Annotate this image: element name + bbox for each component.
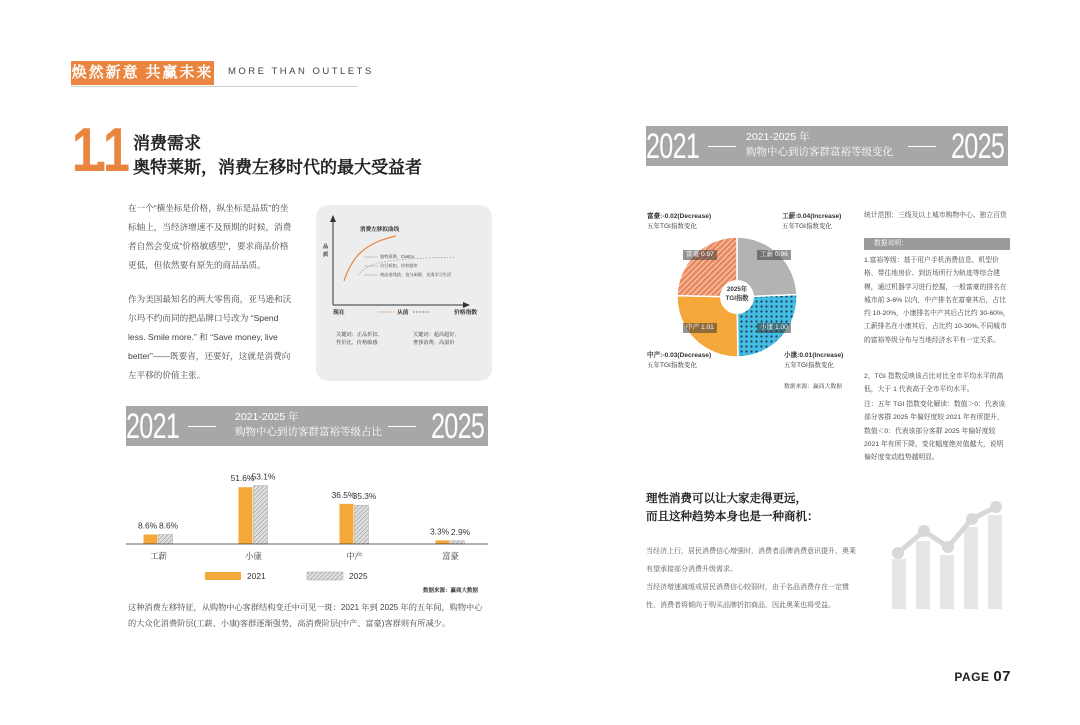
pie-callout-rich — [647, 212, 711, 232]
stat-scope: 统计范围：三线及以上城市购物中心、独立百货 — [864, 212, 1007, 219]
pie-center-label: 2025年 TGI指数 — [725, 286, 749, 302]
closing-paragraph-2: 当经济增速减缓或居民消费信心较弱时，由于名品消费存在一定惯性，消费者将倾向于购买品牌折扣商品，因此奥莱也将受益。 — [646, 584, 849, 609]
bar-工薪-2025 — [159, 535, 173, 544]
closing-heading-2: 而且这种趋势本身也是一种商机： — [646, 511, 819, 523]
tier-ratio-bar-chart — [126, 462, 488, 592]
callout-sub: 五年TGI指数变化 — [782, 223, 832, 230]
x-axis-label: 价格指数 — [454, 310, 478, 316]
data-note-2: 2、TGI 指数反映该占比对比全市平均水平的高低，大于 1 代表高于全市平均水平。 — [864, 373, 1004, 394]
header-divider — [71, 86, 358, 87]
section-number: 1.1 — [72, 116, 126, 185]
callout-sub: 五年TGI指数变化 — [647, 223, 697, 230]
bar-category-label: 工薪 — [150, 551, 167, 561]
data-note-1: 1.富裕等级：基于用户手机消费信息、机型价格、带往地房价、到访场所行为轨迹等综合建模，通过机器学习进行挖掘，一般富豪的排名在城市前 3-6% 以内，中产排名在富豪其后，占比约 10-20%，小康排名中产其后占比约 30-60%，工薪排名在小康其后，占比约 10-30%,不同城市的富裕等级分布与当地经济水平有一定关系。 — [864, 257, 1010, 344]
banner-rule — [388, 426, 416, 427]
bar-富豪-2021 — [436, 540, 450, 544]
bar-中产-2025 — [355, 505, 369, 544]
banner-year-end: 2025 — [431, 407, 485, 446]
brand-label: 焕然新意 共赢未来 — [71, 61, 214, 85]
bar-中产-2021 — [340, 504, 354, 544]
data-notes-heading: 数据说明： — [864, 238, 1010, 250]
page-number — [954, 668, 1011, 685]
callout-head: 小康:0.01(Increase) — [784, 352, 844, 359]
callout-sub: 五年TGI指数变化 — [647, 362, 697, 369]
bar-chart-source: 数据来源：赢商大数据 — [423, 588, 479, 594]
page-label: PAGE — [954, 670, 990, 684]
keywords-right: 关键词：超高超好、 奢侈消费、高溢价 — [413, 332, 460, 346]
bar-value-label: 8.6% — [158, 520, 179, 531]
bar-富豪-2025 — [451, 541, 465, 544]
banner-line-1: 2021-2025 年 — [235, 411, 299, 423]
consumption-shift-card — [316, 205, 492, 381]
bar-value-label: 8.6% — [137, 520, 158, 531]
bar-category-label: 中产 — [346, 551, 363, 561]
brand-tagline: MORE THAN OUTLETS — [228, 66, 374, 77]
quality-axis-label: 品质 — [323, 244, 329, 258]
bar-category-label: 小康 — [245, 551, 262, 561]
pie-slice-label: 工薪 0.96 — [757, 250, 791, 260]
section-title: 消费需求 — [133, 134, 201, 153]
legend-swatch-2025 — [307, 572, 343, 580]
callout-head: 中产:-0.03(Decrease) — [647, 352, 712, 359]
x-label-before: 从前 — [397, 310, 409, 316]
curve-legend-1: 奥特莱斯、Costco — [380, 254, 414, 259]
bar-category-label: 富豪 — [442, 551, 459, 561]
pie-slice-label: 中产 1.01 — [683, 323, 717, 333]
pie-callout-middle — [647, 351, 711, 371]
legend-label-2025: 2025 — [349, 571, 368, 581]
banner-line-2: 购物中心到访客群富裕等级变化 — [746, 146, 893, 158]
pie-slice-label: 富豪 0.97 — [683, 250, 717, 260]
intro-paragraph-1: 在一个“横坐标是价格，纵坐标是品质”的坐标轴上，当经济增速不及预期的时候，消费者自然会变成“价格敏感型”，要求商品价格更低，但依然要有原先的商品品质。 — [128, 203, 292, 270]
pie-chart-source: 数据来源：赢商大数据 — [784, 384, 842, 390]
closing-paragraph-1: 当经济上行，居民消费信心增强时，消费者品牌消费意识提升，奥莱有望承接部分消费升级需求。 — [646, 548, 856, 573]
x-label-now: 现在 — [333, 310, 345, 316]
banner-year-start: 2021 — [646, 127, 700, 166]
curve-legend-3: 商品金钱淡、直与闲联、光清学习生活 — [380, 272, 452, 277]
banner-rule — [908, 146, 936, 147]
callout-head: 富豪:-0.02(Decrease) — [647, 213, 712, 220]
bar-value-label: 35.3% — [352, 491, 377, 502]
pie-slice-label: 小康 1.00 — [757, 323, 791, 333]
banner-line-2: 购物中心到访客群富裕等级占比 — [235, 426, 382, 438]
page-number-value: 07 — [993, 668, 1011, 685]
ratio-banner — [126, 406, 488, 446]
bar-value-label: 36.5% — [331, 489, 356, 500]
keywords-left: 关键词：正品折扣、 性价比、价格敏感 — [336, 332, 383, 346]
bar-value-label: 3.3% — [429, 526, 450, 537]
callout-sub: 五年TGI指数变化 — [784, 362, 834, 369]
closing-heading-1: 理性消费可以让大家走得更远， — [646, 493, 807, 505]
pie-callout-worker — [782, 212, 841, 232]
analytics-chart-icon — [888, 497, 1012, 617]
banner-rule — [188, 426, 216, 427]
banner-line-1: 2021-2025 年 — [746, 131, 810, 143]
data-note-3: 注：五年 TGI 指数变化解读：数值＞0：代表该部分客群 2025 年偏好度较 2021 年有所提升，数值＜0：代表该部分客群 2025 年偏好度较 2021 年有所下降，变化幅度绝对值越大，说明偏好度变动趋势越明显。 — [864, 401, 1006, 462]
bar-summary: 这种消费左移特征，从购物中心客群结构变迁中可见一斑：2021 年到 2025 年的五年间，购物中心的大众化消费阶层(工薪、小康)客群逐渐强势，高消费阶层(中产、富豪)客群则有所减少。 — [128, 603, 483, 628]
change-banner — [646, 126, 1008, 166]
pie-callout-comfortable — [784, 351, 843, 371]
consumption-curve-diagram — [316, 205, 492, 381]
curve-title: 消费左移拟曲线 — [360, 227, 400, 233]
legend-swatch-2021 — [205, 572, 241, 580]
bar-value-label: 51.6% — [230, 473, 255, 484]
banner-year-start: 2021 — [126, 407, 180, 446]
bar-工薪-2021 — [144, 535, 158, 544]
curve-legend-2: 自行折扣、经营超市 — [380, 263, 418, 268]
callout-head: 工薪:0.04(Increase) — [782, 213, 842, 220]
bar-value-label: 53.1% — [251, 471, 276, 482]
bar-小康-2021 — [239, 487, 253, 544]
intro-paragraph-2: 作为美国最知名的两大零售商，亚马逊和沃尔玛不约而同的把品牌口号改为 “Spend less. Smile more.” 和 “Save money, live better”——既要省，还要好，这就是消费向左平移的价值主张。 — [128, 294, 292, 380]
section-subtitle: 奥特莱斯，消费左移时代的最大受益者 — [133, 158, 422, 177]
legend-label-2021: 2021 — [247, 571, 266, 581]
banner-year-end: 2025 — [951, 127, 1005, 166]
bar-小康-2025 — [254, 486, 268, 544]
banner-rule — [708, 146, 736, 147]
bar-value-label: 2.9% — [450, 526, 471, 537]
